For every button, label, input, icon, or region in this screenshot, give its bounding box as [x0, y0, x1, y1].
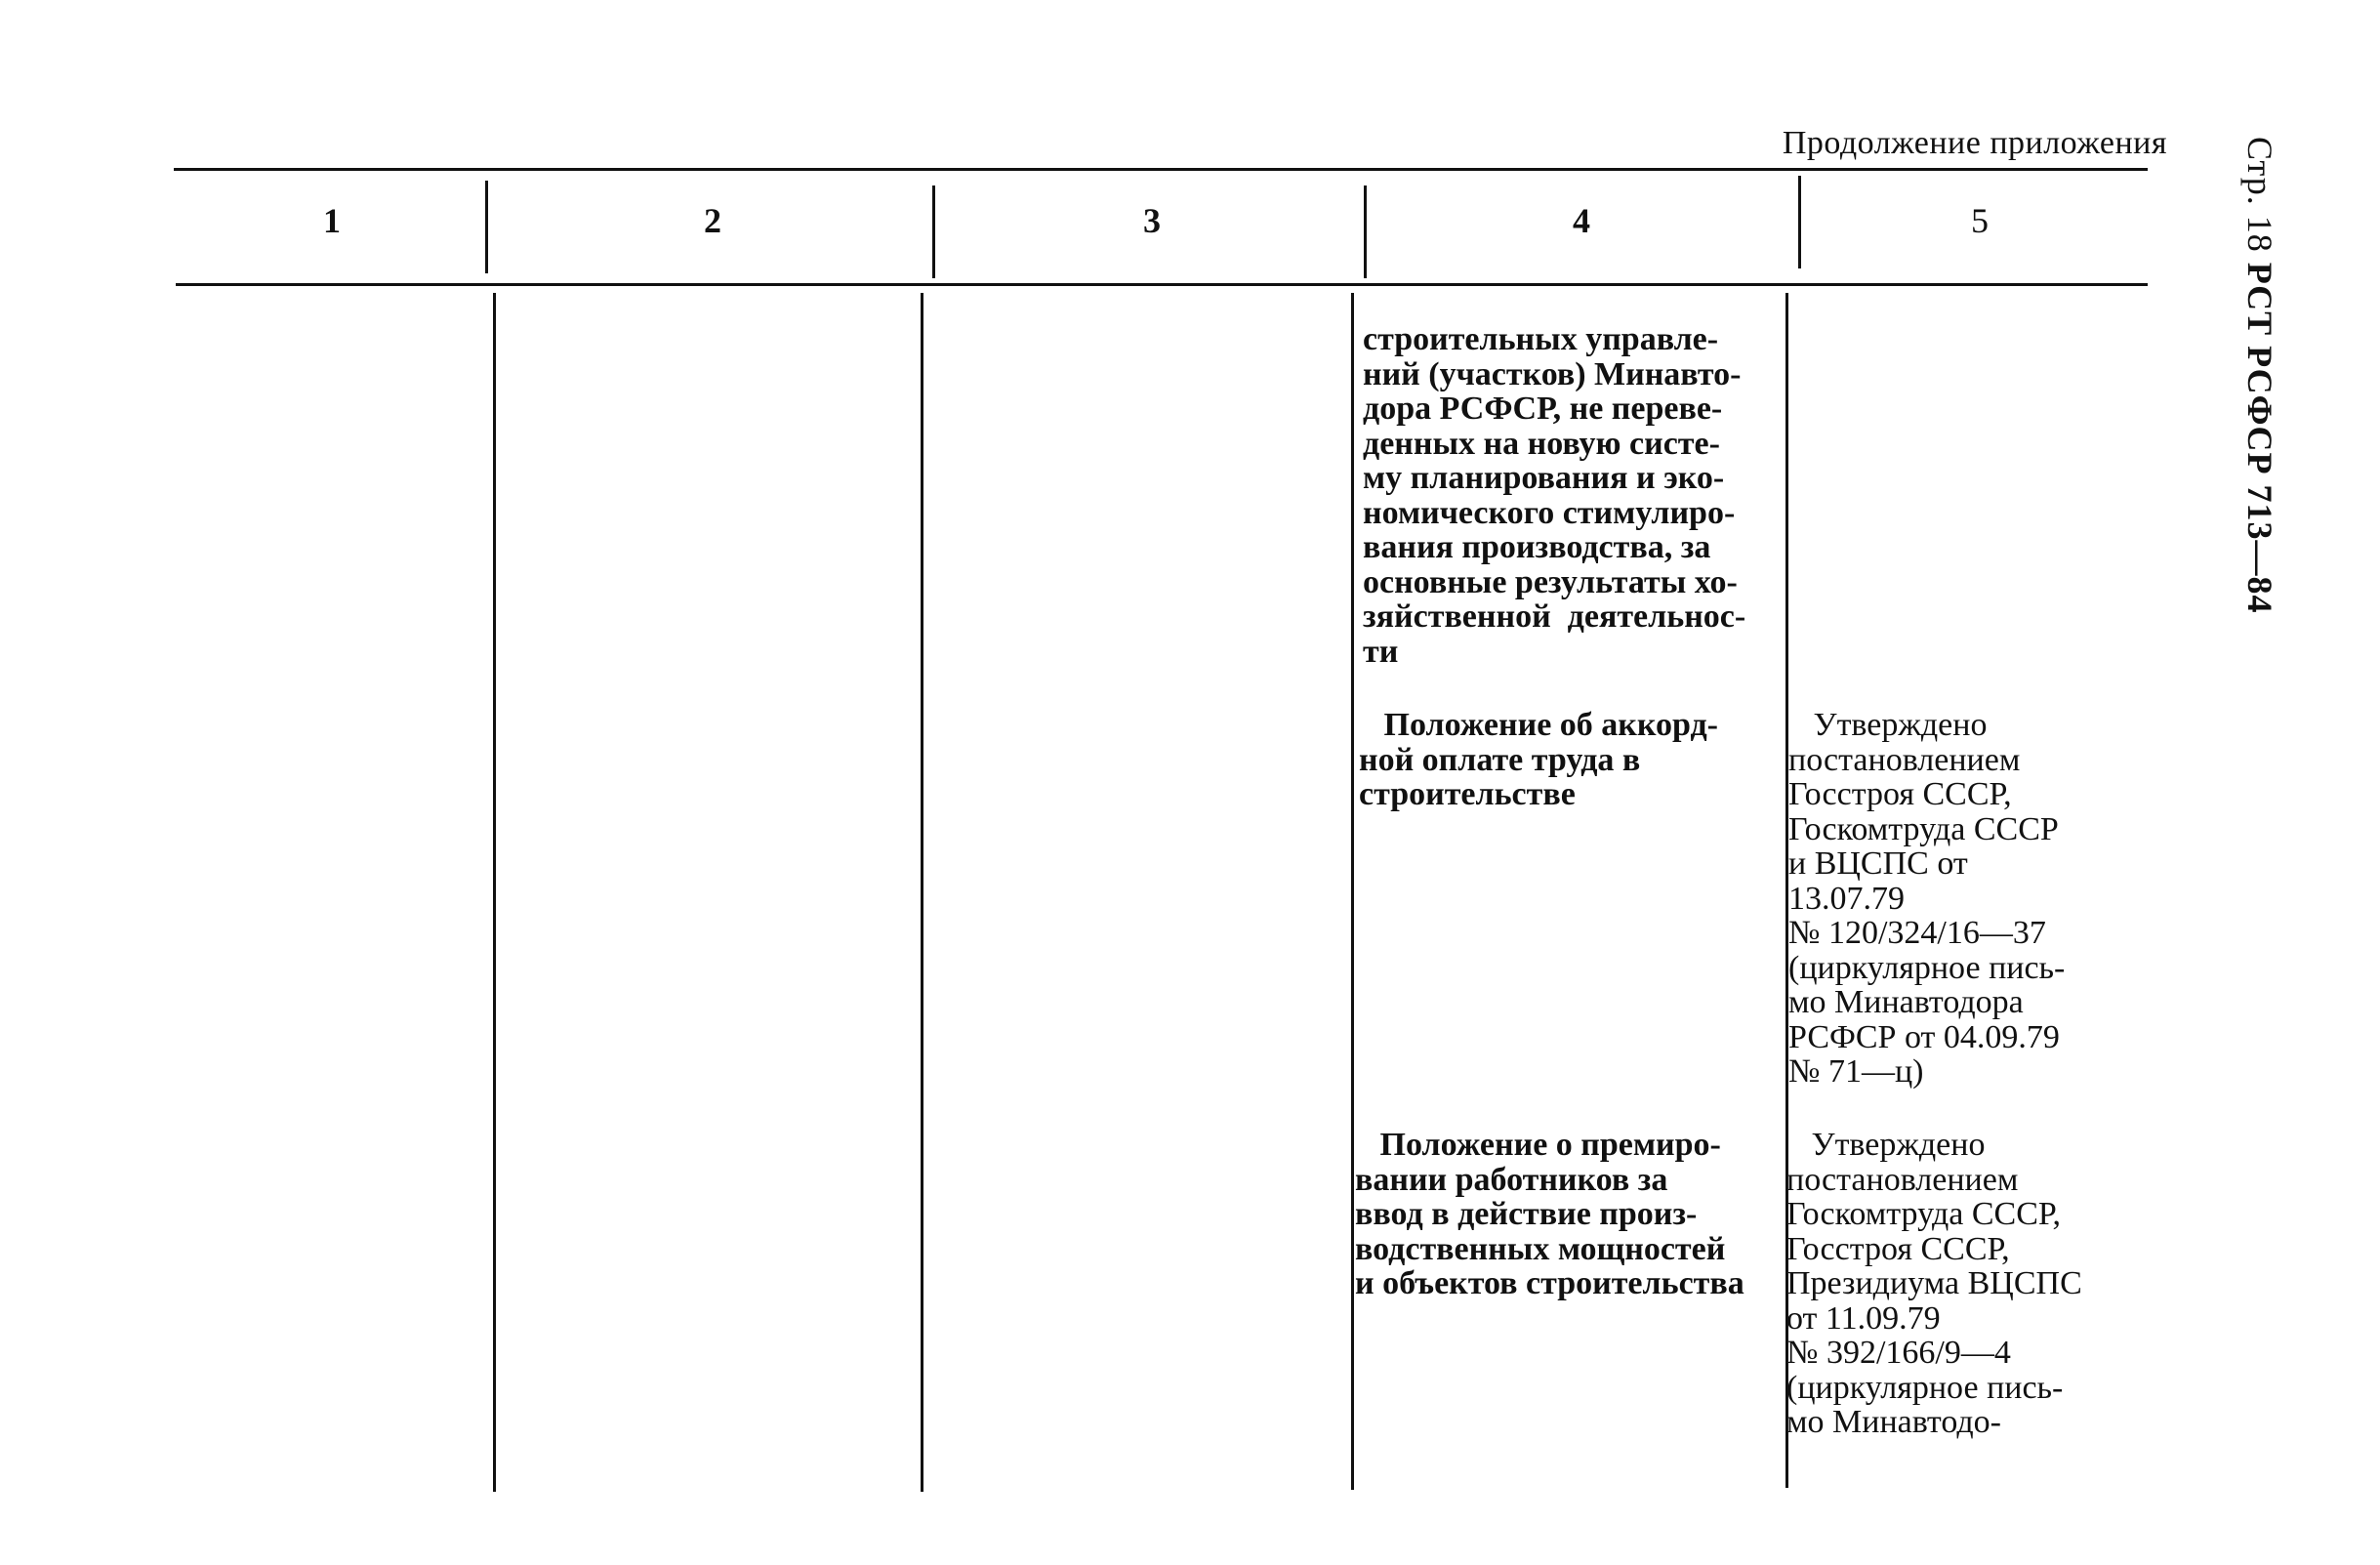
side-standard-code: РСТ РСФСР 713—84 [2240, 262, 2279, 614]
column-header-5: 5 [1971, 201, 1989, 240]
column-header-1: 1 [323, 201, 341, 240]
side-page-number: Стр. 18 [2240, 137, 2279, 253]
continuation-caption: Продолжение приложения [1782, 125, 2167, 161]
column-header-2: 2 [704, 201, 721, 240]
side-page-label [2240, 137, 2284, 644]
row1-col4-text: строительных управле- ний (участков) Минавто- дора РСФСР, не переве- денных на новую систе- му планирования и эко- номического стимулиро- вания производства, за основные результаты хо- зяйственной деятельнос- ти [1363, 321, 1746, 670]
row3-col5-text: Утверждено постановлением Госкомтруда СССР, Госстроя СССР, Президиума ВЦСПС от 11.09.79 № 392/166/9—4 (циркулярное пись- мо Минавтодо- [1786, 1127, 2082, 1440]
body-divider-3 [1351, 293, 1354, 1490]
table-header-rule [176, 283, 2148, 286]
header-divider-2 [932, 185, 935, 278]
side-page-label-text [2239, 137, 2280, 614]
table-top-rule [174, 168, 2148, 171]
row2-col5-text: Утверждено постановлением Госстроя СССР, Госкомтруда СССР и ВЦСПС от 13.07.79 № 120/324/16—37 (циркулярное пись- мо Минавтодора РСФСР от 04.09.79 № 71—ц) [1788, 707, 2066, 1090]
header-divider-1 [485, 181, 488, 273]
header-divider-4 [1798, 176, 1801, 268]
header-divider-3 [1364, 185, 1367, 278]
column-header-3: 3 [1143, 201, 1161, 240]
column-header-4: 4 [1573, 201, 1590, 240]
body-divider-2 [921, 293, 923, 1492]
body-divider-1 [493, 293, 496, 1492]
row2-col4-text: Положение об аккорд- ной оплате труда в строительстве [1359, 707, 1719, 812]
row3-col4-text: Положение о премиро- вании работников за ввод в действие произ- водственных мощностей и объектов строительства [1355, 1127, 1744, 1301]
